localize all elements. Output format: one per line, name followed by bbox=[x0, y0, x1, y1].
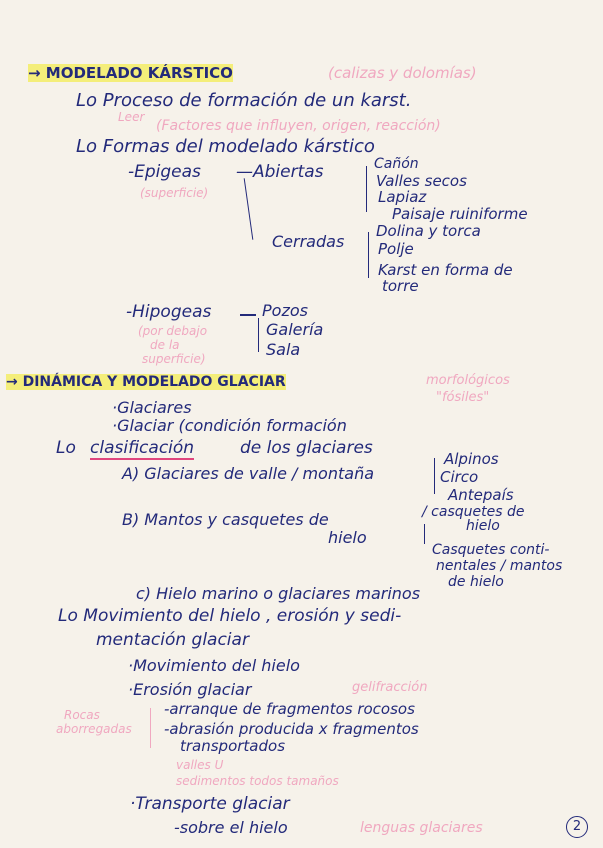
clasificacion-rest: de los glaciares bbox=[240, 438, 373, 458]
erosion-item-1: -arranque de fragmentos rocosos bbox=[164, 700, 415, 718]
transporte-note: lenguas glaciares bbox=[360, 820, 483, 836]
section1-line1-note: (Factores que influyen, origen, reacción) bbox=[156, 118, 441, 134]
glaciar-a-bracket bbox=[434, 458, 435, 494]
epigeas-note: (superficie) bbox=[140, 186, 209, 200]
section2-item-2: ·Glaciar (condición formación bbox=[112, 416, 347, 435]
movimiento-label-2: mentación glaciar bbox=[96, 630, 249, 650]
page-number: 2 bbox=[566, 816, 588, 838]
abiertas-item-1: Cañón bbox=[374, 156, 419, 172]
section1-note-prefix: Leer bbox=[118, 110, 145, 124]
section2-note-1: morfológicos bbox=[426, 373, 510, 388]
hipogeas-label: -Hipogeas bbox=[126, 302, 212, 322]
glaciar-b-label-1: B) Mantos y casquetes de bbox=[122, 510, 329, 529]
abiertas-label: —Abiertas bbox=[236, 162, 324, 182]
section2-title: → DINÁMICA Y MODELADO GLACIAR bbox=[6, 374, 286, 390]
hipogeas-bracket bbox=[258, 318, 259, 352]
erosion-note: gelifracción bbox=[352, 680, 428, 695]
glaciar-a-item-3: Antepaís bbox=[448, 486, 514, 504]
cerradas-bracket bbox=[368, 232, 369, 278]
glaciar-b-item-1: / casquetes de bbox=[422, 504, 525, 520]
hipogeas-dash bbox=[240, 314, 256, 316]
pink-item-2: sedimentos todos tamaños bbox=[176, 774, 339, 788]
glaciar-a-item-2: Circo bbox=[440, 468, 479, 486]
cerradas-item-1: Dolina y torca bbox=[376, 222, 481, 240]
erosion-item-2: -abrasión producida x fragmentos bbox=[164, 720, 419, 738]
section2-note-2: "fósiles" bbox=[436, 390, 490, 405]
epigeas-label: -Epigeas bbox=[128, 162, 201, 182]
hipogeas-item-3: Sala bbox=[266, 340, 301, 359]
glaciar-b-item-4: nentales / mantos bbox=[436, 558, 563, 574]
hipogeas-note-2: de la bbox=[150, 338, 180, 352]
cerradas-item-3: Karst en forma de bbox=[378, 261, 513, 279]
rocas-bracket bbox=[150, 708, 151, 748]
glaciar-a-label: A) Glaciares de valle / montaña bbox=[122, 464, 375, 483]
pink-item-1: valles U bbox=[176, 758, 224, 772]
transporte-item: -sobre el hielo bbox=[174, 818, 288, 837]
cerradas-item-4: torre bbox=[382, 277, 419, 295]
transporte-label: ·Transporte glaciar bbox=[130, 794, 290, 814]
glaciar-b-item-5: de hielo bbox=[448, 574, 504, 590]
glaciar-b-label-2: hielo bbox=[328, 528, 367, 547]
rocas-note-1: Rocas bbox=[64, 708, 100, 722]
section1-note: (calizas y dolomías) bbox=[328, 64, 477, 82]
glaciar-b-bracket bbox=[424, 524, 425, 544]
cerradas-item-2: Polje bbox=[378, 240, 414, 258]
hipogeas-note-3: superficie) bbox=[142, 352, 206, 366]
rocas-note-2: aborregadas bbox=[56, 722, 132, 736]
movimiento-item-2: ·Erosión glaciar bbox=[128, 680, 252, 699]
epigeas-bracket bbox=[244, 178, 254, 240]
cerradas-label: Cerradas bbox=[272, 232, 345, 251]
section1-line2: Lo Formas del modelado kárstico bbox=[76, 136, 375, 157]
abiertas-bracket bbox=[366, 166, 367, 212]
hipogeas-item-1: Pozos bbox=[262, 301, 308, 320]
glaciar-c-label: c) Hielo marino o glaciares marinos bbox=[136, 584, 421, 603]
clasificacion-prefix: Lo bbox=[56, 438, 76, 458]
abiertas-item-3: Lapiaz bbox=[378, 188, 427, 206]
abiertas-item-4: Paisaje ruiniforme bbox=[392, 205, 528, 223]
abiertas-item-2: Valles secos bbox=[376, 172, 467, 190]
movimiento-item-1: ·Movimiento del hielo bbox=[128, 656, 300, 675]
clasificacion-word: clasificación bbox=[90, 438, 195, 458]
erosion-item-3: transportados bbox=[180, 737, 286, 755]
section1-title: → MODELADO KÁRSTICO bbox=[28, 64, 233, 82]
glaciar-a-item-1: Alpinos bbox=[444, 450, 499, 468]
section1-line1: Lo Proceso de formación de un karst. bbox=[76, 90, 412, 111]
movimiento-label-1: Lo Movimiento del hielo , erosión y sedi- bbox=[58, 606, 402, 626]
hipogeas-item-2: Galería bbox=[266, 320, 324, 339]
glaciar-b-item-3: Casquetes conti- bbox=[432, 542, 550, 558]
glaciar-b-item-2: hielo bbox=[466, 518, 500, 534]
section2-item-1: ·Glaciares bbox=[112, 398, 192, 417]
hipogeas-note-1: (por debajo bbox=[138, 324, 208, 338]
